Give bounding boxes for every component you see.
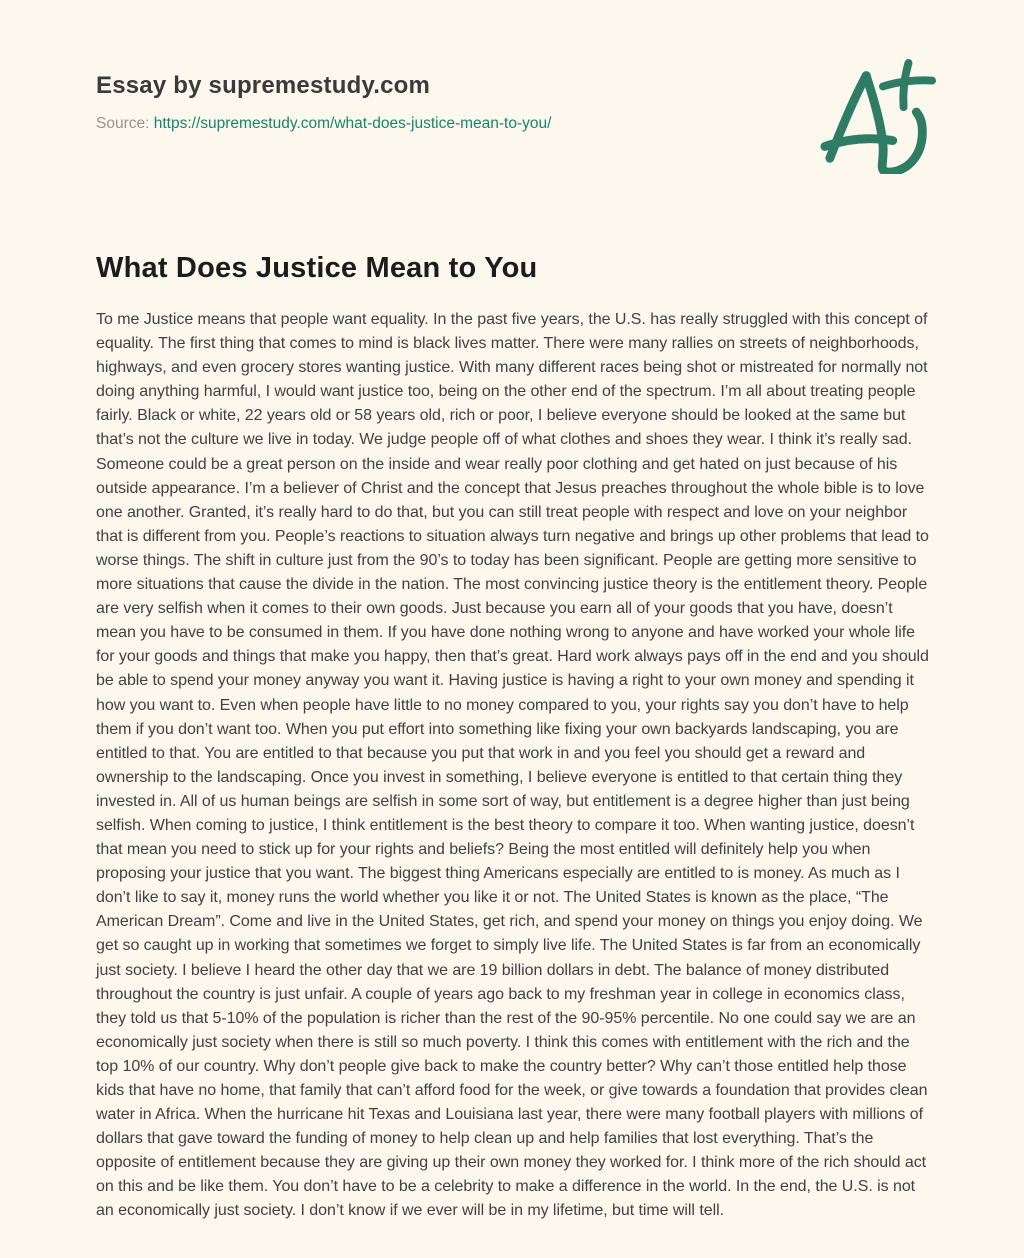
source-link[interactable]: https://supremestudy.com/what-does-justice-mean-to-you/ xyxy=(153,115,552,132)
site-title: Essay by supremestudy.com xyxy=(96,72,431,99)
essay-title: What Does Justice Mean to You xyxy=(96,252,538,284)
a-plus-logo-svg xyxy=(820,56,938,174)
a-plus-logo xyxy=(820,56,938,174)
source-line xyxy=(96,115,551,133)
masthead xyxy=(96,72,551,133)
essay-body: To me Justice means that people want equality. In the past five years, the U.S. has really struggled with this concept of equality. The first thing that comes to mind is black lives matter. There were many rallies on streets of neighborhoods, highways, and even grocery stores wanting justice. With many different races being shot or mistreated for normally not doing anything harmful, I would want justice too, being on the other end of the spectrum. I’m all about treating people fairly. Black or white, 22 years old or 58 years old, rich or poor, I believe everyone should be looked at the same but that’s not the culture we live in today. We judge people off of what clothes and shoes they wear. I think it’s really sad. Someone could be a great person on the inside and wear really poor clothing and get hated on just because of his outside appearance. I’m a believer of Christ and the concept that Jesus preaches throughout the whole bible is to love one another. Granted, it’s really hard to do that, but you can still treat people with respect and love on your neighbor that is different from you. People’s reactions to situation always turn negative and brings up other problems that lead to worse things. The shift in culture just from the 90’s to today has been significant. People are getting more sensitive to more situations that cause the divide in the nation. The most convincing justice theory is the entitlement theory. People are very selfish when it comes to their own goods. Just because you earn all of your goods that you have, doesn’t mean you have to be consumed in them. If you have done nothing wrong to anyone and have worked your whole life for your goods and things that make you happy, then that’s great. Hard work always pays off in the end and you should be able to spend your money anyway you want it. Having justice is having a right to your own money and spending it how you want to. Even when people have little to no money compared to you, your rights say you don’t have to help them if you don’t want too. When you put effort into something like fixing your own backyards landscaping, you are entitled to that. You are entitled to that because you put that work in and you feel you should get a reward and ownership to the landscaping. Once you invest in something, I believe everyone is entitled to that certain thing they invested in. All of us human beings are selfish in some sort of way, but entitlement is a degree higher than just being selfish. When coming to justice, I think entitlement is the best theory to compare it too. When wanting justice, doesn’t that mean you need to stick up for your rights and beliefs? Being the most entitled will definitely help you when proposing your justice that you want. The biggest thing Americans especially are entitled to is money. As much as I don’t like to say it, money runs the world whether you like it or not. The United States is known as the place, “The American Dream”. Come and live in the United States, get rich, and spend your money on things you enjoy doing. We get so caught up in working that sometimes we forget to simply live life. The United States is far from an economically just society. I believe I heard the other day that we are 19 billion dollars in debt. The balance of money distributed throughout the country is just unfair. A couple of years ago back to my freshman year in college in economics class, they told us that 5-10% of the population is richer than the rest of the 90-95% percentile. No one could say we are an economically just society when there is still so much poverty. I think this comes with entitlement with the rich and the top 10% of our country. Why don’t people give back to make the country better? Why can’t those entitled help those kids that have no home, that family that can’t afford food for the week, or give towards a foundation that provides clean water in Africa. When the hurricane hit Texas and Louisiana last year, there were many football players with millions of dollars that gave toward the funding of money to help clean up and help families that lost everything. That’s the opposite of entitlement because they are giving up their own money they worked for. I think more of the rich should act on this and be like them. You don’t have to be a celebrity to make a difference in the world. In the end, the U.S. is not an economically just society. I don’t know if we ever will be in my lifetime, but time will tell. xyxy=(96,311,929,1220)
source-label: Source: xyxy=(96,115,150,132)
